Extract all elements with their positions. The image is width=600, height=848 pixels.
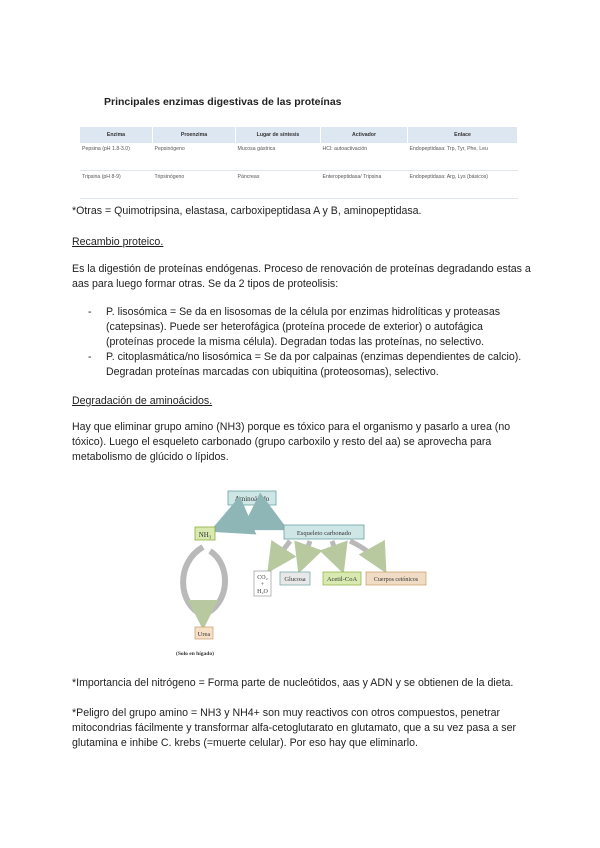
table-cell: Tripsinógeno (153, 171, 236, 199)
table-cell: HCl: autoactivación (321, 143, 408, 171)
svg-text:Cuerpos cetónicos: Cuerpos cetónicos (373, 577, 419, 583)
glucosa-node (280, 572, 310, 585)
table-row (80, 171, 518, 199)
header-enzima: Enzima (80, 127, 153, 143)
table-cell: Endopeptidasa: Trp, Tyr, Phe, Leu (408, 143, 518, 171)
svg-text:NH₃: NH₃ (198, 531, 212, 539)
co2-h2o-node (254, 571, 271, 596)
svg-text:H₂O: H₂O (257, 589, 268, 595)
arrow-to-cetonicos (350, 541, 384, 569)
urea-node (195, 627, 213, 639)
recambio-heading: Recambio proteico. (72, 236, 164, 248)
svg-text:Urea: Urea (197, 631, 211, 638)
table-cell: Pepsinógeno (153, 143, 236, 171)
table-cell: Mucosa gástrica (236, 143, 321, 171)
arrow-to-esqueleto (262, 505, 282, 527)
svg-text:Esqueleto carbonado: Esqueleto carbonado (296, 530, 352, 537)
recambio-paragraph: Es la digestión de proteínas endógenas. Proceso de renovación de proteínas degradando estas a aas para luego formar otras. Se da 2 tipos de proteolisis: (72, 263, 531, 290)
arrow-to-nh3 (216, 505, 242, 529)
bullet-dash: - (88, 306, 92, 318)
list-item-text: P. lisosómica = Se da en lisosomas de la célula por enzimas hidrolíticas y proteasas (catepsinas). Puede ser heterofágica (proteína procede de exterior) o autofágica (proteínas procede la misma célula). Degradan todas las proteínas, no selectivo. (106, 306, 501, 348)
importancia-note: *Importancia del nitrógeno = Forma parte de nucleótidos, aas y ADN y se obtienen de la dieta. (72, 677, 514, 689)
liver-note: (Solo en hígado) (176, 651, 214, 657)
proteolysis-list (88, 305, 528, 380)
otras-note: *Otras = Quimotripsina, elastasa, carboxipeptidasa A y B, aminopeptidasa. (72, 205, 422, 217)
degradacion-heading: Degradación de aminoácidos. (72, 395, 213, 407)
cuerpos-cetonicos-node (366, 572, 426, 585)
list-item (88, 350, 528, 380)
urea-cycle-loop (183, 547, 225, 615)
svg-text:Acetil-CoA: Acetil-CoA (326, 576, 358, 583)
peligro-note: *Peligro del grupo amino = NH3 y NH4+ son muy reactivos con otros compuestos, penetrar mitocondrias fácilmente y transformar alfa-cetoglutarato en glutamato, que a su vez pasa a ser glutamina e inhibe C. krebs (=muerte celular). Por eso hay que eliminarlo. (72, 707, 516, 749)
aminoacido-node (228, 491, 276, 505)
list-item-text: P. citoplasmática/no lisosómica = Se da por calpainas (enzimas dependientes de calcio). Degradan proteínas marcadas con ubiquitina (proteosomas), selectivo. (106, 351, 522, 378)
svg-text:CO₂: CO₂ (257, 575, 268, 581)
bullet-dash: - (88, 351, 92, 363)
table-cell: Enteropeptidasa/ Tripsina (321, 171, 408, 199)
degradacion-paragraph: Hay que eliminar grupo amino (NH3) porque es tóxico para el organismo y pasarlo a urea (no tóxico). Luego el esqueleto carbonado (grupo carboxilo y resto del aa) se aprovecha para metabolismo de glúcido o lípidos. (72, 421, 511, 463)
table-header-row (80, 127, 518, 143)
nh3-node (195, 527, 215, 540)
arrow-to-acetil (332, 541, 342, 569)
table-cell: Endopeptidasa: Arg, Lys (básicos) (408, 171, 518, 199)
list-item (88, 305, 528, 350)
table-cell: Tripsina (pH 8-9) (80, 171, 153, 199)
amino-acid-degradation-diagram (170, 485, 430, 660)
enzymes-table (80, 127, 518, 199)
svg-text:Aminoácido: Aminoácido (234, 495, 270, 503)
table-cell: Páncreas (236, 171, 321, 199)
table-title: Principales enzimas digestivas de las proteínas (104, 96, 342, 108)
header-enlace: Enlace (408, 127, 518, 143)
svg-text:+: + (260, 582, 265, 588)
table-cell: Pepsina (pH 1.8-3.0) (80, 143, 153, 171)
header-proenzima: Proenzima (153, 127, 236, 143)
svg-text:Glucosa: Glucosa (284, 576, 306, 583)
header-lugar: Lugar de síntesis (236, 127, 321, 143)
arrow-to-glucosa (300, 541, 310, 569)
esqueleto-node (284, 525, 364, 539)
acetil-coa-node (323, 572, 361, 585)
arrow-to-co2 (270, 541, 290, 569)
table-row (80, 143, 518, 171)
header-activador: Activador (321, 127, 408, 143)
